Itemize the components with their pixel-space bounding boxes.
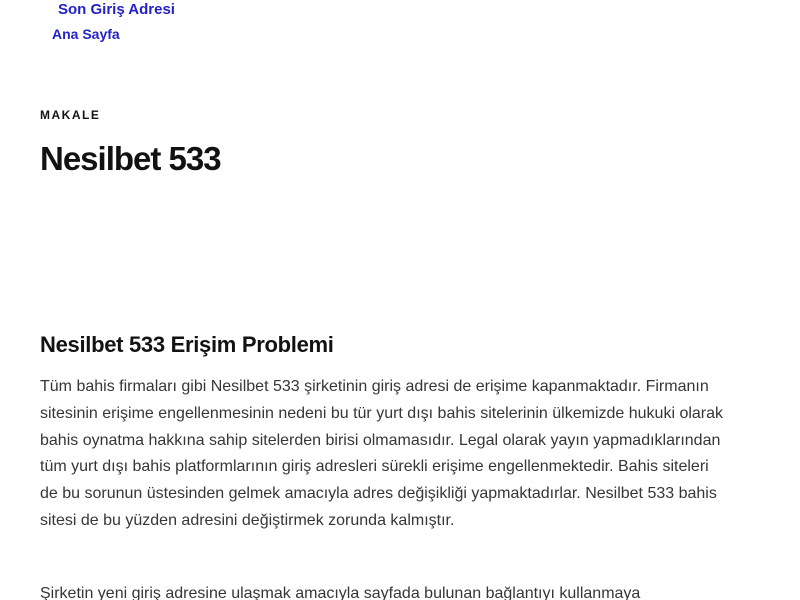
page-title: Nesilbet 533 (40, 140, 221, 177)
article-paragraph-1: Tüm bahis firmaları gibi Nesilbet 533 şirketinin giriş adresi de erişime kapanmaktadır. Firmanın sitesinin erişime engellenmesinin nedeni bu tür yurt dışı bahis sitelerinin ülkemizde hukuki olarak bahis oynatma hakkına sahip sitelerden birisi olmamasıdır. Legal olarak yayın yapmadıklarından tüm yurt dışı bahis platformlarının giriş adresleri sürekli erişime engellenmektedir. Bahis siteleri de bu sorunun üstesinden gelmek amacıyla adres değişikliği yapmaktadırlar. Nesilbet 533 bahis sitesi de bu yüzden adresini değiştirmek zorunda kalmıştır. (40, 378, 724, 529)
nav-link-son-giris-adresi[interactable]: Son Giriş Adresi (58, 1, 175, 18)
category-label: MAKALE (40, 108, 101, 122)
article-paragraph-2-partial: Şirketin yeni giriş adresine ulaşmak amacıyla sayfada bulunan bağlantıyı kullanmaya (40, 585, 641, 600)
section-heading: Nesilbet 533 Erişim Problemi (40, 332, 334, 357)
nav-link-ana-sayfa[interactable]: Ana Sayfa (52, 26, 120, 42)
